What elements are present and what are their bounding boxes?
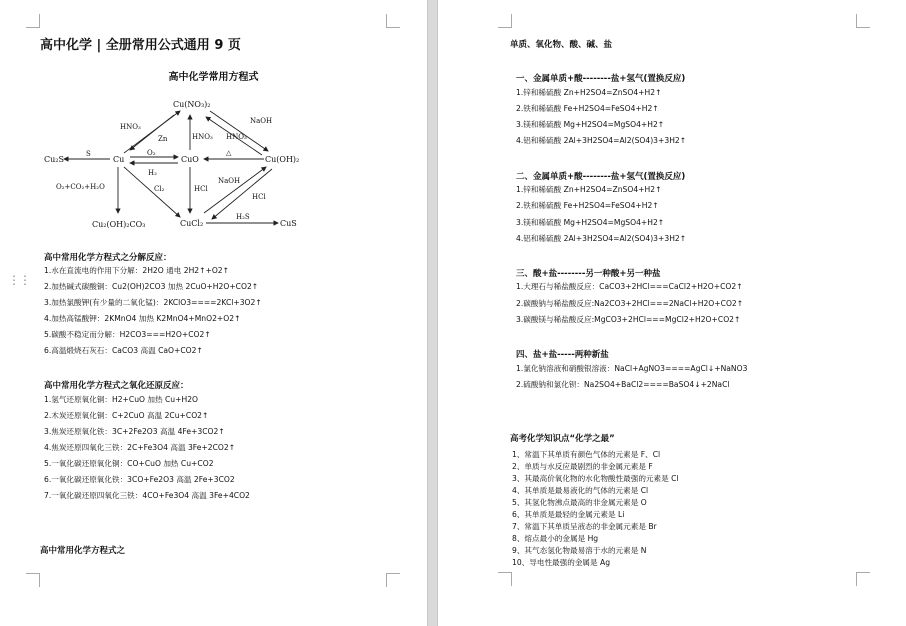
edge-cucl2-to-cuoh2 <box>204 167 266 213</box>
page-gap <box>427 0 438 626</box>
diagram-node: Cu(NO₃)₂ <box>173 100 211 109</box>
edge-label: H₂S <box>236 213 250 221</box>
knowledge-line: 8、熔点最小的金属是 Hg <box>512 534 599 543</box>
knowledge-line: 1、常温下其单质有颜色气体的元素是 F、Cl <box>512 450 661 459</box>
decomposition-line: 4.加热高锰酸钾：2KMnO4 加热 K2MnO4+MnO2+O2↑ <box>44 314 241 323</box>
edge-label: O₂ <box>147 149 156 157</box>
section1-line: 2.铁和稀硫酸 Fe+H2SO4=FeSO4+H2↑ <box>516 104 659 113</box>
diagram-title: 高中化学常用方程式 <box>168 72 259 83</box>
edge-cuno3-to-cu <box>130 115 174 150</box>
top-heading: 单质、氧化物、酸、碱、盐 <box>510 40 613 50</box>
knowledge-line: 7、常温下其单质呈液态的非金属元素是 Br <box>512 522 657 531</box>
bottom-heading: 高中常用化学方程式之 <box>40 546 126 556</box>
section2-line: 2.铁和稀硫酸 Fe+H2SO4=FeSO4+H2↑ <box>516 201 659 210</box>
section1-line: 4.铝和稀硫酸 2Al+3H2SO4=Al2(SO4)3+3H2↑ <box>516 136 687 145</box>
knowledge-heading: 高考化学知识点“化学之最” <box>510 434 615 444</box>
redox-line: 5.一氧化碳还原氧化铜：CO+CuO 加热 Cu+CO2 <box>44 459 214 468</box>
edge-label: O₂+CO₂+H₂O <box>56 183 105 191</box>
section3-line: 3.碳酸镁与稀盐酸反应:MgCO3+2HCl===MgCl2+H2O+CO2↑ <box>516 315 741 324</box>
knowledge-line: 3、其最高价氧化物的水化物酸性最强的元素是 Cl <box>512 474 679 483</box>
section2-heading: 二、金属单质+酸--------盐+氢气(置换反应) <box>516 172 686 182</box>
edge-label: HNO₃ <box>120 123 141 131</box>
knowledge-line: 9、其气态氢化物最易溶于水的元素是 N <box>512 546 647 555</box>
decomposition-heading: 高中常用化学方程式之分解反应： <box>44 253 172 263</box>
document-page-left <box>0 0 427 626</box>
redox-line: 6.一氧化碳还原氧化铁：3CO+Fe2O3 高温 2Fe+3CO2 <box>44 475 235 484</box>
redox-line: 2.木炭还原氧化铜：C+2CuO 高温 2Cu+CO2↑ <box>44 411 209 420</box>
crop-mark <box>856 14 870 28</box>
crop-mark <box>386 573 400 587</box>
crop-mark <box>26 14 40 28</box>
document-title: 高中化学 | 全册常用公式通用 9 页 <box>40 38 241 53</box>
section3-line: 1.大理石与稀盐酸反应：CaCO3+2HCl===CaCl2+H2O+CO2↑ <box>516 282 743 291</box>
redox-line: 4.焦炭还原四氧化三铁：2C+Fe3O4 高温 3Fe+2CO2↑ <box>44 443 236 452</box>
diagram-node: Cu <box>113 155 125 164</box>
drag-handle-icon[interactable]: ⋮⋮ <box>8 273 30 287</box>
knowledge-line: 6、其单质是最轻的金属元素是 Li <box>512 510 625 519</box>
diagram-node: Cu₂(OH)₂CO₃ <box>92 220 146 229</box>
knowledge-line: 5、其氢化物沸点最高的非金属元素是 O <box>512 498 647 507</box>
edge-label: HCl <box>252 193 266 201</box>
section2-line: 3.镁和稀硫酸 Mg+H2SO4=MgSO4+H2↑ <box>516 218 665 227</box>
edge-label: NaOH <box>250 117 273 125</box>
section4-line: 2.硫酸钠和氯化钡：Na2SO4+BaCl2====BaSO4↓+2NaCl <box>516 380 730 389</box>
crop-mark <box>498 572 512 586</box>
section4-line: 1.氯化钠溶液和硝酸银溶液：NaCl+AgNO3====AgCl↓+NaNO3 <box>516 364 748 373</box>
crop-mark <box>856 572 870 586</box>
edge-label: HNO₃ <box>226 133 247 141</box>
edge-label: HCl <box>194 185 208 193</box>
diagram-node: Cu₂S <box>44 155 64 164</box>
diagram-node: CuCl₂ <box>180 219 204 228</box>
edge-label: Zn <box>158 135 168 143</box>
section2-line: 1.锌和稀硫酸 Zn+H2SO4=ZnSO4+H2↑ <box>516 185 662 194</box>
decomposition-line: 1.水在直流电的作用下分解：2H2O 通电 2H2↑+O2↑ <box>44 266 230 275</box>
crop-mark <box>26 573 40 587</box>
diagram-node: Cu(OH)₂ <box>265 155 300 164</box>
crop-mark <box>386 14 400 28</box>
redox-heading: 高中常用化学方程式之氧化还原反应： <box>44 381 189 391</box>
copper-reaction-diagram <box>40 95 330 235</box>
crop-mark <box>498 14 512 28</box>
edge-label: △ <box>226 149 232 157</box>
diagram-node: CuS <box>280 219 297 228</box>
decomposition-line: 5.碳酸不稳定而分解：H2CO3===H2O+CO2↑ <box>44 330 211 339</box>
knowledge-line: 2、单质与水反应最剧烈的非金属元素是 F <box>512 462 653 471</box>
section1-line: 3.镁和稀硫酸 Mg+H2SO4=MgSO4+H2↑ <box>516 120 665 129</box>
edge-label: Cl₂ <box>154 185 165 193</box>
decomposition-line: 6.高温煅烧石灰石：CaCO3 高温 CaO+CO2↑ <box>44 346 203 355</box>
knowledge-line: 4、其单质是最易液化的气体的元素是 Cl <box>512 486 649 495</box>
edge-label: HNO₃ <box>192 133 213 141</box>
decomposition-line: 3.加热氯酸钾(有少量的二氧化锰)：2KClO3====2KCl+3O2↑ <box>44 298 262 307</box>
edge-label: S <box>86 150 91 158</box>
redox-line: 7.一氧化碳还原四氧化三铁：4CO+Fe3O4 高温 3Fe+4CO2 <box>44 491 250 500</box>
decomposition-line: 2.加热碱式碳酸铜：Cu2(OH)2CO3 加热 2CuO+H2O+CO2↑ <box>44 282 259 291</box>
section3-heading: 三、酸+盐--------另一种酸+另一种盐 <box>516 269 661 279</box>
section1-heading: 一、金属单质+酸--------盐+氢气(置换反应) <box>516 74 686 84</box>
section3-line: 2.碳酸钠与稀盐酸反应:Na2CO3+2HCl===2NaCl+H2O+CO2↑ <box>516 299 744 308</box>
knowledge-line: 10、导电性最强的金属是 Ag <box>512 558 611 567</box>
redox-line: 3.焦炭还原氧化铁：3C+2Fe2O3 高温 4Fe+3CO2↑ <box>44 427 225 436</box>
diagram-node: CuO <box>181 155 199 164</box>
section1-line: 1.锌和稀硫酸 Zn+H2SO4=ZnSO4+H2↑ <box>516 88 662 97</box>
section4-heading: 四、盐+盐-----两种新盐 <box>516 350 609 360</box>
edge-label: H₂ <box>148 169 157 177</box>
redox-line: 1.氢气还原氧化铜：H2+CuO 加热 Cu+H2O <box>44 395 199 404</box>
edge-label: NaOH <box>218 177 241 185</box>
document-page-right <box>438 0 906 626</box>
section2-line: 4.铝和稀硫酸 2Al+3H2SO4=Al2(SO4)3+3H2↑ <box>516 234 687 243</box>
